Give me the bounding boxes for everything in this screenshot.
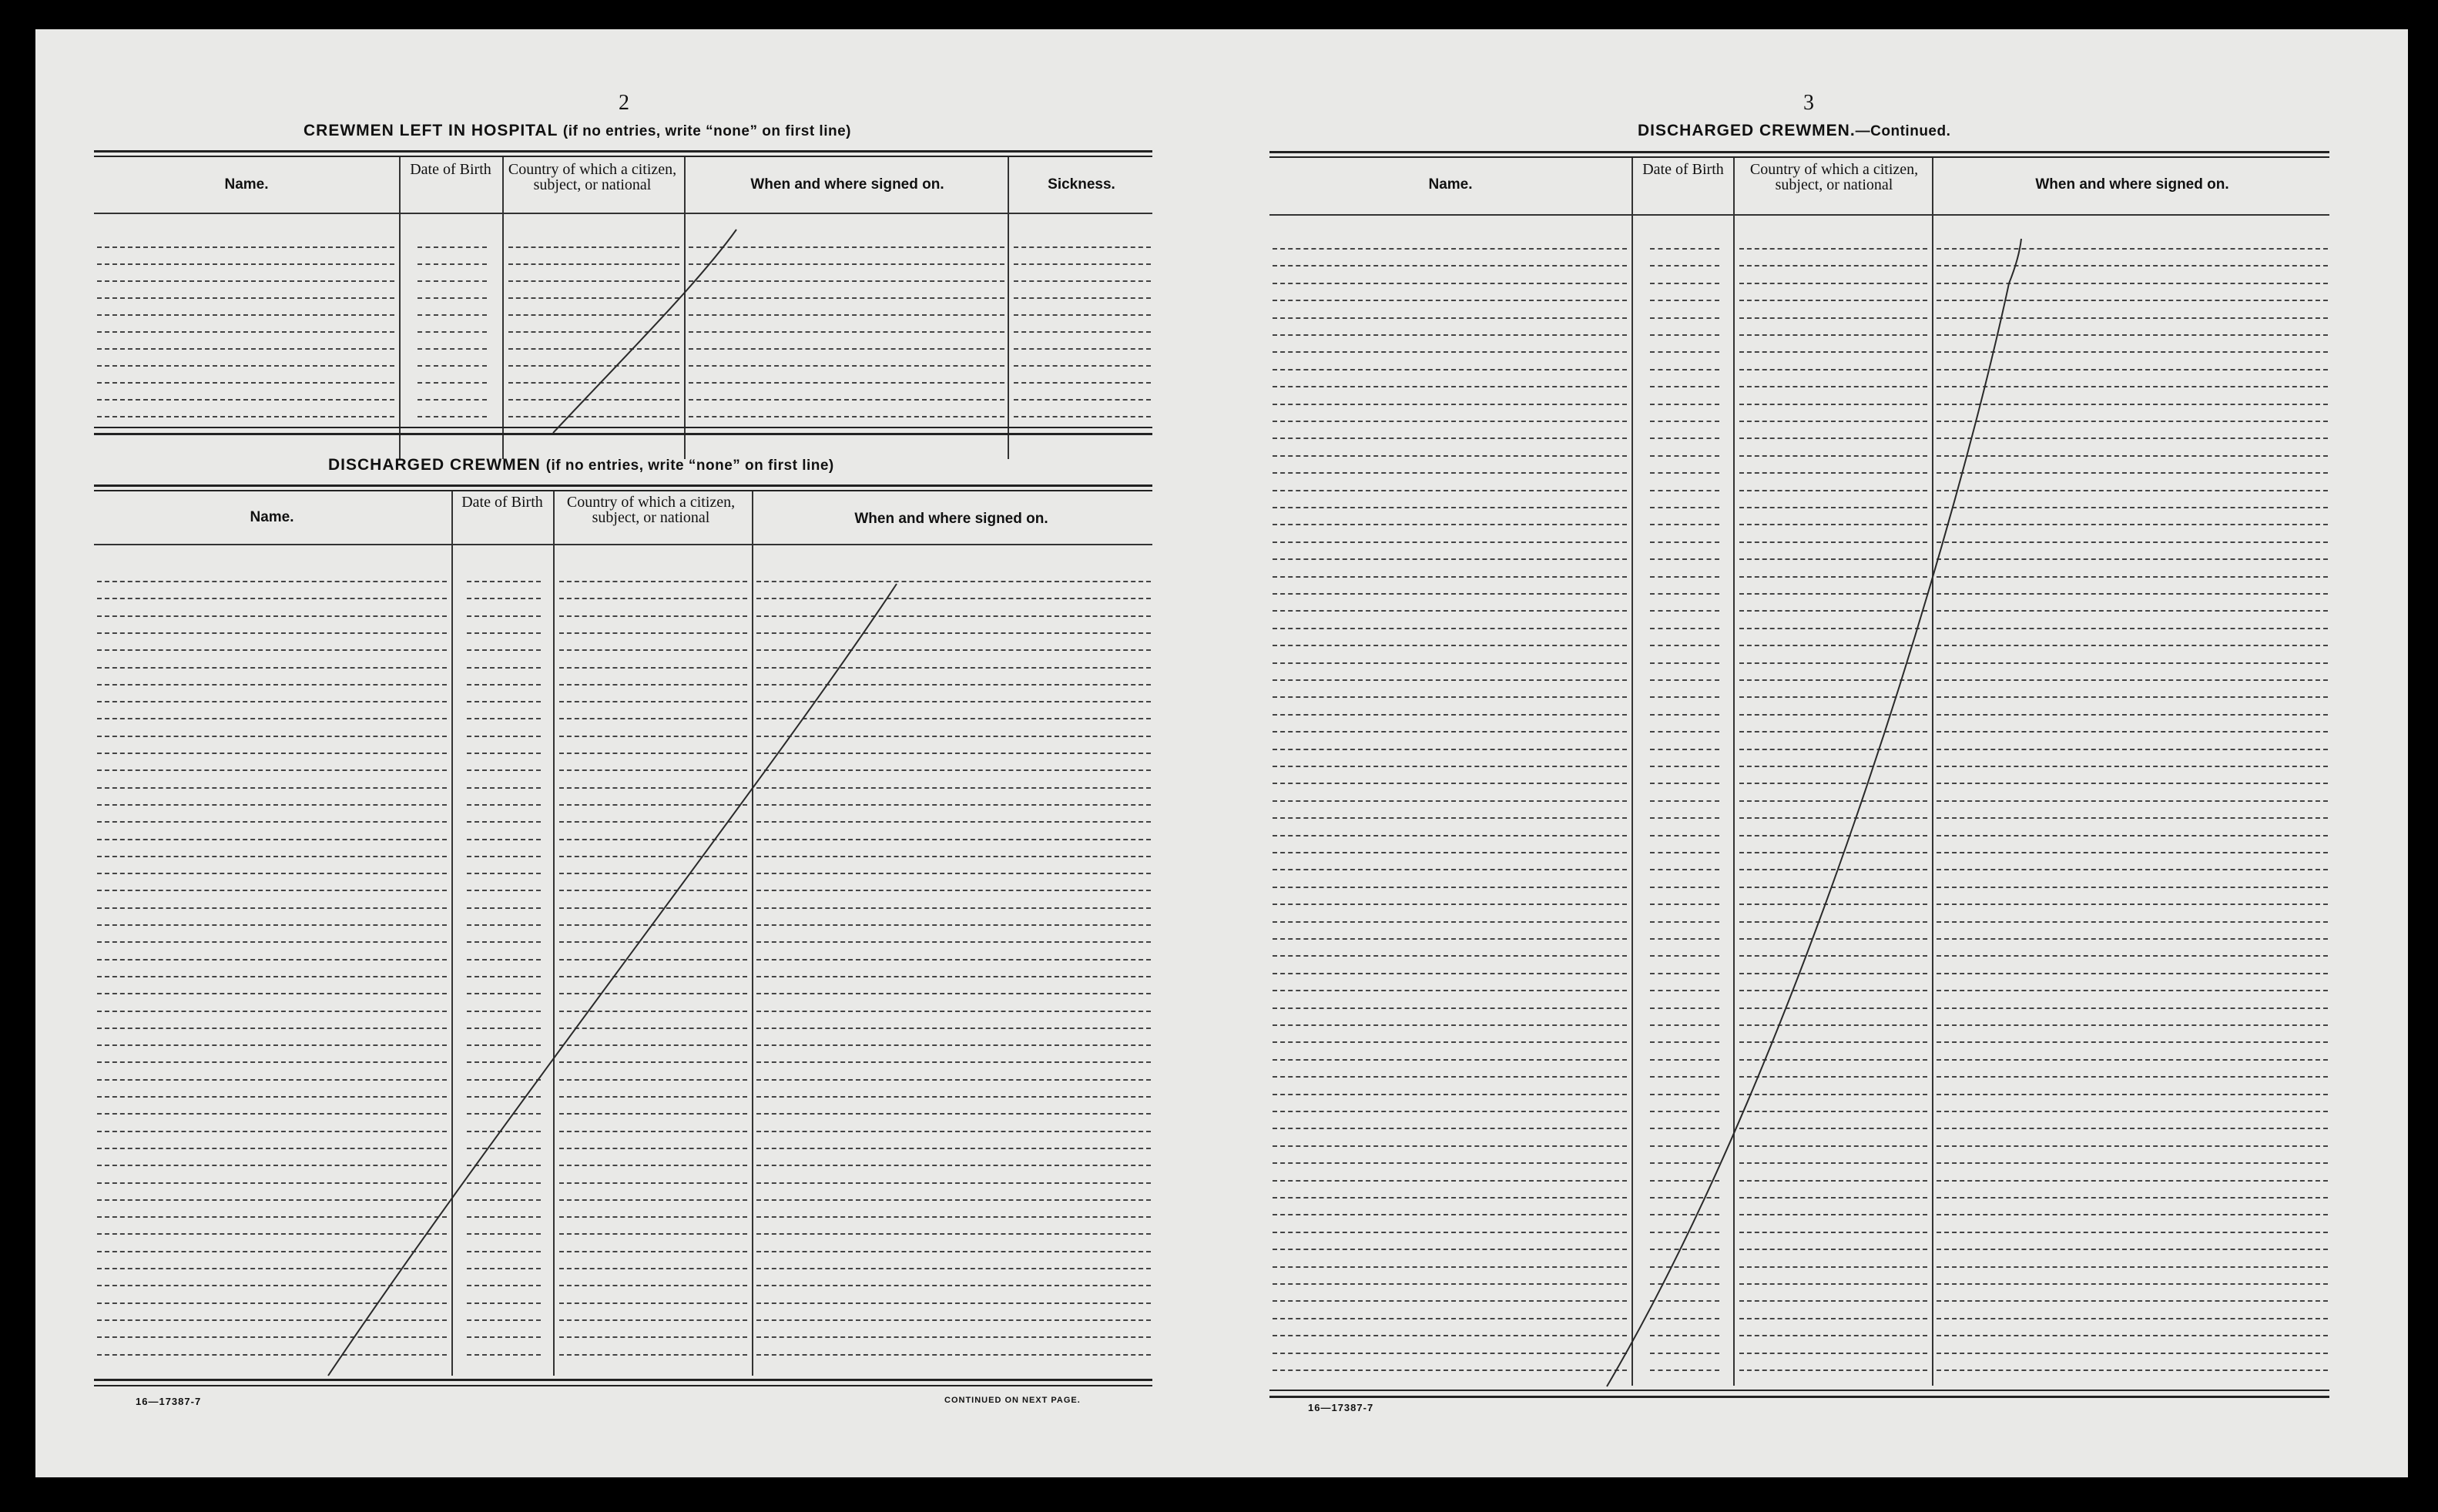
hospital-col-sickness: Sickness. — [1048, 176, 1115, 193]
discharged-continued-title-text: DISCHARGED CREWMEN. — [1638, 122, 1856, 139]
form-number: 16—17387-7 — [1308, 1402, 1374, 1413]
page-number: 2 — [619, 91, 629, 115]
continued-col-country: Country of which a citizen, subject, or national — [1749, 161, 1919, 193]
strike-through-marks — [35, 29, 1222, 1477]
hospital-subtitle-text: (if no entries, write “none” on first line) — [562, 123, 851, 139]
hospital-col-country: Country of which a citizen, subject, or national — [508, 161, 677, 193]
discharged-col-name: Name. — [250, 509, 294, 525]
hospital-strike-line — [553, 230, 736, 433]
discharged-col-dob: Date of Birth — [461, 494, 543, 511]
hospital-col-signed-on: When and where signed on. — [750, 176, 944, 193]
discharged-continued-suffix: —Continued. — [1855, 123, 1951, 139]
discharged-col-country: Country of which a citizen, subject, or national — [566, 494, 736, 526]
left-page — [35, 29, 1222, 1477]
discharged-subtitle-text: (if no entries, write “none” on first line) — [545, 458, 834, 474]
hospital-title-text: CREWMEN LEFT IN HOSPITAL — [303, 122, 558, 139]
continued-col-dob: Date of Birth — [1642, 161, 1724, 178]
form-number: 16—17387-7 — [136, 1396, 202, 1407]
document-sheet — [35, 29, 2408, 1477]
discharged-title-text: DISCHARGED CREWMEN — [328, 456, 541, 474]
hospital-col-name: Name. — [224, 176, 269, 193]
strike-through-marks — [1222, 29, 2408, 1477]
right-page — [1222, 29, 2408, 1477]
discharged-strike-line — [328, 584, 897, 1376]
page-number: 3 — [1803, 91, 1814, 115]
hospital-col-dob: Date of Birth — [410, 161, 491, 178]
continued-col-name: Name. — [1428, 176, 1473, 193]
continued-note: CONTINUED ON NEXT PAGE. — [944, 1396, 1081, 1405]
continued-col-signed-on: When and where signed on. — [2035, 176, 2229, 193]
continued-strike-line — [1607, 239, 2021, 1386]
discharged-col-signed-on: When and where signed on. — [854, 511, 1048, 527]
